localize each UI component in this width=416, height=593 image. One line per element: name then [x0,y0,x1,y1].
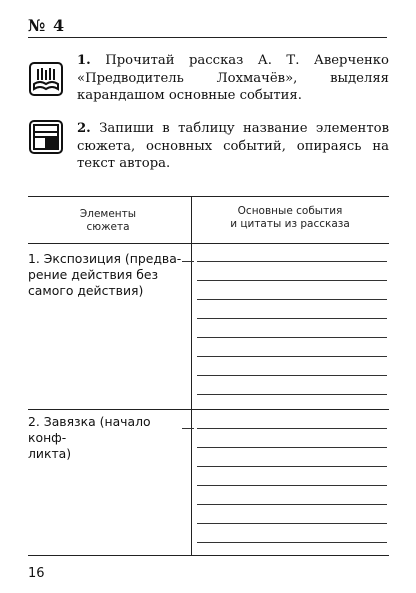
table-fill-icon [29,120,63,154]
writing-line[interactable] [197,318,387,319]
writing-line[interactable] [197,428,387,429]
task-1-paragraph [77,52,389,105]
task-2-number: 2. [77,121,91,136]
writing-line[interactable] [197,523,387,524]
writing-line[interactable] [197,394,387,395]
right-header-line-2: и цитаты из рассказа [230,218,350,230]
task-2-text: Запиши в таблицу название элементов сюжета, основных событий, опираясь на текст автора. [77,121,389,171]
row-2-line-2: ликта) [28,446,72,461]
row-1-line-1: 1. Экспозиция (предва- [28,251,182,266]
book-reading-icon [29,62,63,96]
row-divider [28,409,389,410]
writing-line[interactable] [197,485,387,486]
writing-line[interactable] [197,299,387,300]
answer-table [28,196,389,556]
row-1-connector-dash [182,261,194,262]
writing-line[interactable] [197,504,387,505]
writing-line[interactable] [197,466,387,467]
page-number: 16 [28,566,45,581]
writing-line[interactable] [197,447,387,448]
row-2-line-1: 2. Завязка (начало конф- [28,414,151,445]
left-column-header [28,208,188,234]
left-header-line-2: сюжета [86,221,130,233]
writing-line[interactable] [197,356,387,357]
left-header-line-1: Элементы [79,208,137,220]
header-row-divider [28,243,389,244]
writing-line[interactable] [197,280,387,281]
row-1-element-label [28,251,190,299]
task-1-text: Прочитай рассказ А. Т. Аверченко «Предводитель Лохмачёв», выделяя карандашом основные события. [77,53,389,103]
right-header-line-1: Основные события [237,205,343,217]
writing-line[interactable] [197,261,387,262]
writing-line[interactable] [197,375,387,376]
writing-line[interactable] [197,337,387,338]
task-1-number: 1. [77,53,91,68]
right-column-header [195,205,385,231]
task-header-rule [28,37,387,38]
row-2-element-label [28,414,190,462]
task-number: № 4 [28,16,66,35]
row-1-line-2: рение действия без [28,267,159,282]
writing-line[interactable] [197,542,387,543]
row-1-line-3: самого действия) [28,283,144,298]
task-2-paragraph [77,120,389,173]
row-2-connector-dash [182,428,194,429]
column-divider [191,197,192,555]
